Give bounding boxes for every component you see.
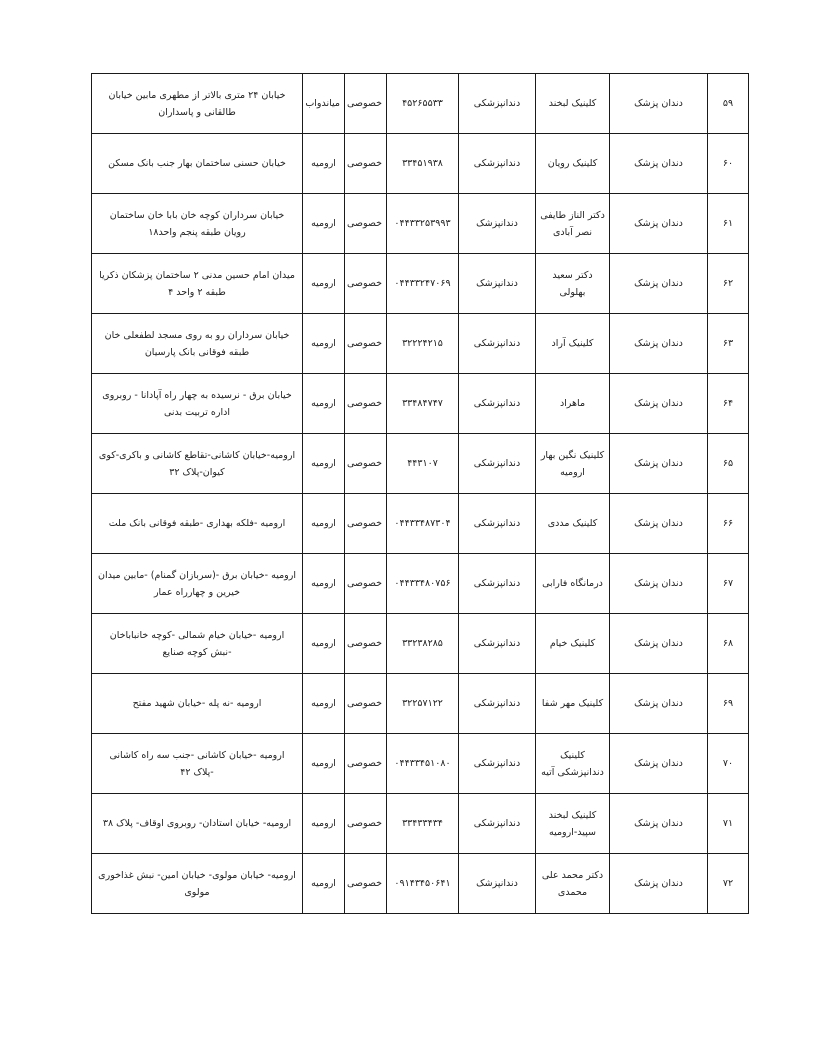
clinic-name-cell: کلینیک خیام [536,614,610,674]
address-cell: ارومیه- خیابان استادان- روبروی اوقاف- پلاک ۳۸ [92,794,303,854]
phone-cell: ۳۳۲۳۸۲۸۵ [387,614,459,674]
address-cell: خیابان برق - نرسیده به چهار راه آپادانا - روبروی اداره تربیت بدنی [92,374,303,434]
address-cell: ارومیه -خیابان خیام شمالی -کوچه خانباباخان -نبش کوچه صنایع [92,614,303,674]
row-number-cell: ۶۰ [708,134,749,194]
phone-cell: ۴۴۳۱۰۷ [387,434,459,494]
phone-cell: ۴۵۲۶۵۵۳۳ [387,74,459,134]
table-row [92,314,749,374]
table-row [92,494,749,554]
phone-cell: ۰۴۴۳۳۴۸۷۳۰۴ [387,494,459,554]
ownership-type-cell: خصوصی [345,794,387,854]
row-number-cell: ۷۰ [708,734,749,794]
city-cell: ارومیه [303,794,345,854]
address-cell: ارومیه-خیابان کاشانی-تقاطع کاشانی و باکری-کوی کیوان-پلاک ۳۲ [92,434,303,494]
clinic-name-cell: دکتر الناز طایفی نصر آبادی [536,194,610,254]
table-row [92,134,749,194]
ownership-type-cell: خصوصی [345,494,387,554]
address-cell: ارومیه -فلکه بهداری -طبقه فوقانی بانک ملت [92,494,303,554]
ownership-type-cell: خصوصی [345,674,387,734]
city-cell: ارومیه [303,434,345,494]
profession-cell: دندان پزشک [610,434,708,494]
clinic-name-cell: کلینیک مهر شفا [536,674,610,734]
city-cell: میاندواب [303,74,345,134]
address-cell: ارومیه -خیابان کاشانی -جنب سه راه کاشانی -پلاک ۴۲ [92,734,303,794]
city-cell: ارومیه [303,734,345,794]
ownership-type-cell: خصوصی [345,434,387,494]
specialty-cell: دندانپزشک [459,194,536,254]
ownership-type-cell: خصوصی [345,614,387,674]
city-cell: ارومیه [303,674,345,734]
ownership-type-cell: خصوصی [345,134,387,194]
clinic-name-cell: کلینیک دندانپزشکی آتیه [536,734,610,794]
address-cell: خیابان سرداران کوچه خان بابا خان ساختمان رویان طبقه پنجم واحد۱۸ [92,194,303,254]
row-number-cell: ۶۴ [708,374,749,434]
clinic-name-cell: ماهراد [536,374,610,434]
specialty-cell: دندانپزشکی [459,614,536,674]
ownership-type-cell: خصوصی [345,74,387,134]
clinic-name-cell: دکتر محمد علی محمدی [536,854,610,914]
specialty-cell: دندانپزشکی [459,734,536,794]
phone-cell: ۰۹۱۴۳۴۵۰۶۴۱ [387,854,459,914]
clinic-name-cell: کلینیک مددی [536,494,610,554]
specialty-cell: دندانپزشکی [459,794,536,854]
ownership-type-cell: خصوصی [345,314,387,374]
row-number-cell: ۶۱ [708,194,749,254]
clinic-name-cell: کلینیک رویان [536,134,610,194]
city-cell: ارومیه [303,854,345,914]
clinic-name-cell: دکتر سعید بهلولی [536,254,610,314]
row-number-cell: ۵۹ [708,74,749,134]
address-cell: خیابان ۲۴ متری بالاتر از مطهری مابین خیابان طالقانی و پاسداران [92,74,303,134]
specialty-cell: دندانپزشک [459,254,536,314]
specialty-cell: دندانپزشکی [459,134,536,194]
address-cell: ارومیه- خیابان مولوی- خیابان امین- نبش غذاخوری مولوی [92,854,303,914]
address-cell: میدان امام حسین مدنی ۲ ساختمان پزشکان ذکریا طبقه ۲ واحد ۴ [92,254,303,314]
phone-cell: ۰۴۴۳۳۲۴۷۰۶۹ [387,254,459,314]
city-cell: ارومیه [303,254,345,314]
phone-cell: ۰۴۴۳۳۴۵۱۰۸۰ [387,734,459,794]
profession-cell: دندان پزشک [610,494,708,554]
profession-cell: دندان پزشک [610,134,708,194]
clinic-name-cell: کلینیک لبخند سپید-ارومیه [536,794,610,854]
ownership-type-cell: خصوصی [345,554,387,614]
ownership-type-cell: خصوصی [345,194,387,254]
table-row [92,794,749,854]
city-cell: ارومیه [303,554,345,614]
specialty-cell: دندانپزشکی [459,434,536,494]
profession-cell: دندان پزشک [610,314,708,374]
table-row [92,854,749,914]
clinic-name-cell: درمانگاه فارابی [536,554,610,614]
address-cell: ارومیه -خیابان برق -(سربازان گمنام) -مابین میدان خیرین و چهارراه عمار [92,554,303,614]
profession-cell: دندان پزشک [610,194,708,254]
row-number-cell: ۶۸ [708,614,749,674]
ownership-type-cell: خصوصی [345,254,387,314]
phone-cell: ۳۲۲۵۷۱۲۲ [387,674,459,734]
table-row [92,734,749,794]
phone-cell: ۰۴۴۳۳۲۵۳۹۹۳ [387,194,459,254]
ownership-type-cell: خصوصی [345,734,387,794]
address-cell: خیابان حسنی ساختمان بهار جنب بانک مسکن [92,134,303,194]
ownership-type-cell: خصوصی [345,854,387,914]
table-row [92,74,749,134]
row-number-cell: ۶۵ [708,434,749,494]
profession-cell: دندان پزشک [610,254,708,314]
specialty-cell: دندانپزشکی [459,494,536,554]
profession-cell: دندان پزشک [610,614,708,674]
profession-cell: دندان پزشک [610,554,708,614]
address-cell: ارومیه -نه پله -خیابان شهید مفتح [92,674,303,734]
row-number-cell: ۷۲ [708,854,749,914]
city-cell: ارومیه [303,194,345,254]
row-number-cell: ۶۷ [708,554,749,614]
clinic-directory-table [91,73,749,914]
profession-cell: دندان پزشک [610,794,708,854]
clinic-name-cell: کلینیک آراد [536,314,610,374]
table-row [92,614,749,674]
specialty-cell: دندانپزشکی [459,554,536,614]
phone-cell: ۳۲۲۲۴۲۱۵ [387,314,459,374]
profession-cell: دندان پزشک [610,74,708,134]
profession-cell: دندان پزشک [610,854,708,914]
row-number-cell: ۶۹ [708,674,749,734]
city-cell: ارومیه [303,314,345,374]
city-cell: ارومیه [303,494,345,554]
specialty-cell: دندانپزشک [459,854,536,914]
specialty-cell: دندانپزشکی [459,674,536,734]
clinic-name-cell: کلینیک نگین بهار ارومیه [536,434,610,494]
table-body [92,74,749,914]
phone-cell: ۳۳۴۸۴۷۴۷ [387,374,459,434]
ownership-type-cell: خصوصی [345,374,387,434]
address-cell: خیابان سرداران رو به روی مسجد لطفعلی خان طبقه فوقانی بانک پارسیان [92,314,303,374]
phone-cell: ۰۴۴۳۳۴۸۰۷۵۶ [387,554,459,614]
specialty-cell: دندانپزشکی [459,374,536,434]
specialty-cell: دندانپزشکی [459,314,536,374]
profession-cell: دندان پزشک [610,674,708,734]
table-row [92,674,749,734]
profession-cell: دندان پزشک [610,374,708,434]
row-number-cell: ۶۶ [708,494,749,554]
city-cell: ارومیه [303,614,345,674]
clinic-name-cell: کلینیک لبخند [536,74,610,134]
table-row [92,374,749,434]
table-row [92,254,749,314]
profession-cell: دندان پزشک [610,734,708,794]
table-row [92,194,749,254]
phone-cell: ۳۳۴۵۱۹۳۸ [387,134,459,194]
row-number-cell: ۶۲ [708,254,749,314]
specialty-cell: دندانپزشکی [459,74,536,134]
table-row [92,554,749,614]
phone-cell: ۳۳۴۳۳۴۳۴ [387,794,459,854]
city-cell: ارومیه [303,374,345,434]
row-number-cell: ۷۱ [708,794,749,854]
row-number-cell: ۶۳ [708,314,749,374]
table-row [92,434,749,494]
city-cell: ارومیه [303,134,345,194]
